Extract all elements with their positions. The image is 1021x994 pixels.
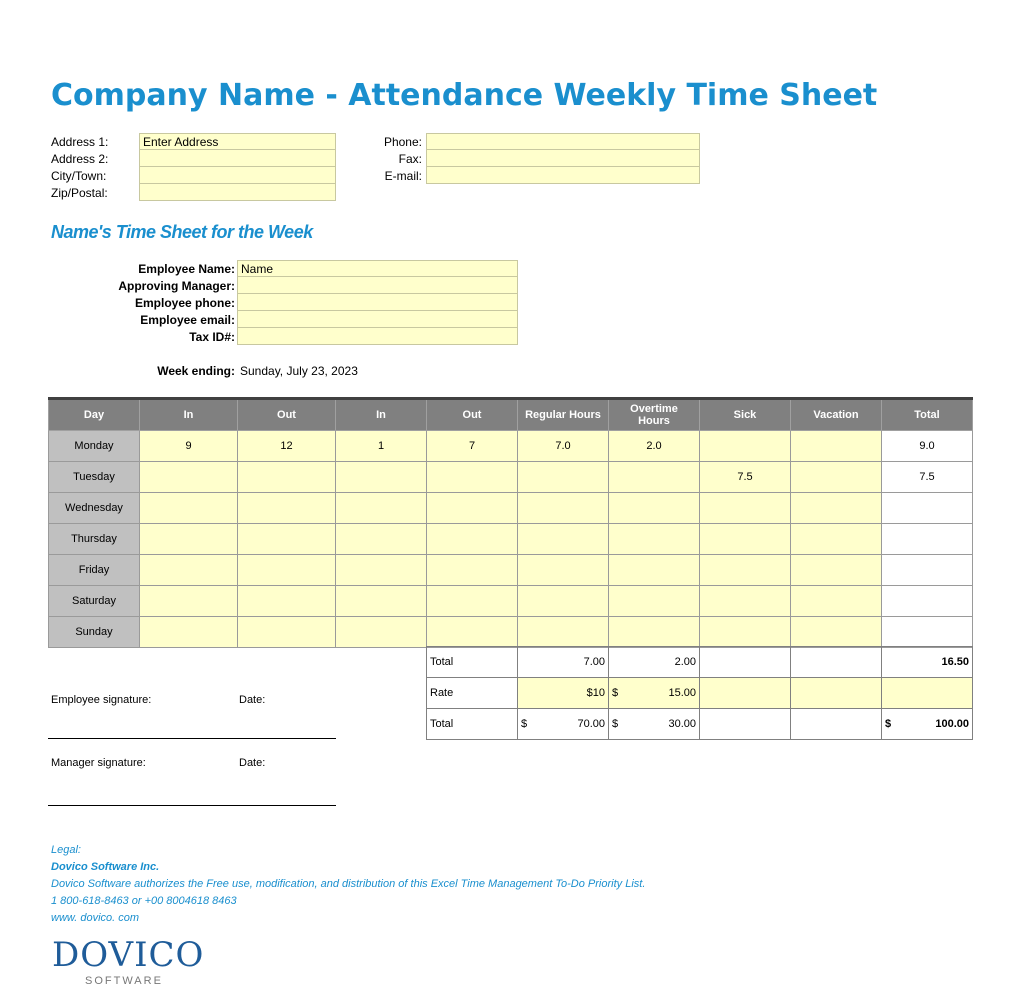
table-row	[49, 493, 973, 524]
page-title: Company Name - Attendance Weekly Time Sheet	[51, 78, 878, 113]
header-overtime-line2: Hours	[638, 415, 670, 427]
total-cell	[882, 524, 973, 555]
manager-signature-line[interactable]	[48, 805, 336, 806]
in-1-cell[interactable]	[140, 524, 238, 555]
rate-label: Rate	[427, 678, 518, 709]
sick-cell[interactable]	[700, 586, 791, 617]
in-2-cell[interactable]	[336, 586, 427, 617]
in-1-cell[interactable]	[140, 462, 238, 493]
vacation-cell[interactable]	[791, 462, 882, 493]
employee-name-label: Employee Name:	[138, 262, 235, 276]
day-cell: Monday	[49, 431, 140, 462]
total-cell	[882, 493, 973, 524]
out-1-cell[interactable]	[238, 493, 336, 524]
regular-hours-total: 7.00	[518, 647, 609, 678]
overtime-hours-cell[interactable]: 2.0	[609, 431, 700, 462]
overtime-hours-total: 2.00	[609, 647, 700, 678]
out-1-cell[interactable]	[238, 462, 336, 493]
vacation-pay	[791, 709, 882, 740]
overtime-hours-cell[interactable]	[609, 524, 700, 555]
table-row	[49, 617, 973, 648]
total-rate[interactable]	[882, 678, 973, 709]
regular-hours-cell[interactable]	[518, 462, 609, 493]
employee-date-label: Date:	[239, 694, 266, 706]
grand-pay-currency: $	[885, 718, 892, 730]
out-2-cell[interactable]	[427, 617, 518, 648]
vacation-cell[interactable]	[791, 431, 882, 462]
in-1-cell[interactable]	[140, 493, 238, 524]
day-cell: Sunday	[49, 617, 140, 648]
day-cell: Saturday	[49, 586, 140, 617]
city-field[interactable]	[139, 167, 336, 184]
in-2-cell[interactable]	[336, 524, 427, 555]
out-1-cell[interactable]	[238, 617, 336, 648]
total-cell	[882, 617, 973, 648]
out-1-cell[interactable]: 12	[238, 431, 336, 462]
header-in-1: In	[140, 399, 238, 431]
header-overtime-hours	[609, 399, 700, 431]
legal-statement: Dovico Software authorizes the Free use, modification, and distribution of this Excel Time Management To-Do Priority List.	[51, 878, 646, 890]
vacation-cell[interactable]	[791, 617, 882, 648]
manager-date-label: Date:	[239, 757, 266, 769]
in-1-cell[interactable]	[140, 586, 238, 617]
grand-pay-value: 100.00	[935, 718, 969, 730]
header-vacation: Vacation	[791, 399, 882, 431]
zip-label: Zip/Postal:	[51, 186, 108, 200]
employee-signature-label: Employee signature:	[51, 694, 152, 706]
employee-email-label: Employee email:	[140, 313, 235, 327]
address2-label: Address 2:	[51, 152, 109, 166]
out-1-cell[interactable]	[238, 555, 336, 586]
header-in-2: In	[336, 399, 427, 431]
sick-pay	[700, 709, 791, 740]
address2-field[interactable]	[139, 150, 336, 167]
employee-phone-label: Employee phone:	[134, 296, 235, 310]
vacation-total	[791, 647, 882, 678]
in-2-cell[interactable]: 1	[336, 431, 427, 462]
regular-hours-cell[interactable]	[518, 524, 609, 555]
out-2-cell[interactable]	[427, 524, 518, 555]
city-label: City/Town:	[51, 169, 107, 183]
vacation-cell[interactable]	[791, 493, 882, 524]
in-2-cell[interactable]	[336, 555, 427, 586]
summary-table	[426, 646, 973, 740]
out-2-cell[interactable]	[427, 586, 518, 617]
approving-manager-field[interactable]	[237, 277, 518, 294]
vacation-rate[interactable]	[791, 678, 882, 709]
regular-hours-cell[interactable]	[518, 555, 609, 586]
in-1-cell[interactable]	[140, 617, 238, 648]
manager-signature-label: Manager signature:	[51, 757, 146, 769]
sick-cell[interactable]	[700, 555, 791, 586]
overtime-rate-currency: $	[612, 687, 619, 699]
phone-field[interactable]	[426, 133, 700, 150]
sick-cell[interactable]	[700, 431, 791, 462]
regular-pay-value: 70.00	[577, 718, 605, 730]
legal-heading: Legal:	[51, 844, 81, 856]
week-ending-label: Week ending:	[157, 364, 235, 378]
vacation-cell[interactable]	[791, 586, 882, 617]
email-field[interactable]	[426, 167, 700, 184]
overtime-hours-cell[interactable]	[609, 462, 700, 493]
regular-pay	[518, 709, 609, 740]
sick-rate[interactable]	[700, 678, 791, 709]
employee-signature-line[interactable]	[48, 738, 336, 739]
header-total: Total	[882, 399, 973, 431]
overtime-rate-value: 15.00	[668, 687, 696, 699]
total-cell	[882, 555, 973, 586]
out-2-cell[interactable]	[427, 555, 518, 586]
day-cell: Wednesday	[49, 493, 140, 524]
out-2-cell[interactable]	[427, 493, 518, 524]
zip-field[interactable]	[139, 184, 336, 201]
employee-name-field[interactable]: Name	[237, 260, 518, 277]
approving-manager-label: Approving Manager:	[118, 279, 235, 293]
week-ending-value[interactable]: Sunday, July 23, 2023	[240, 364, 358, 378]
table-row	[49, 462, 973, 493]
in-1-cell[interactable]: 9	[140, 431, 238, 462]
total-pay-label: Total	[427, 709, 518, 740]
overtime-pay	[609, 709, 700, 740]
legal-phone: 1 800-618-8463 or +00 8004618 8463	[51, 895, 237, 907]
tax-id-field[interactable]	[237, 328, 518, 345]
sick-cell[interactable]	[700, 524, 791, 555]
address1-field[interactable]: Enter Address	[139, 133, 336, 150]
regular-hours-cell[interactable]	[518, 586, 609, 617]
vacation-cell[interactable]	[791, 555, 882, 586]
grand-hours-total: 16.50	[882, 647, 973, 678]
fax-field[interactable]	[426, 150, 700, 167]
header-regular-hours: Regular Hours	[518, 399, 609, 431]
legal-website[interactable]: www. dovico. com	[51, 912, 140, 924]
in-2-cell[interactable]	[336, 493, 427, 524]
sick-cell[interactable]: 7.5	[700, 462, 791, 493]
regular-hours-cell[interactable]	[518, 493, 609, 524]
sick-cell[interactable]	[700, 617, 791, 648]
table-row	[49, 524, 973, 555]
overtime-hours-cell[interactable]	[609, 493, 700, 524]
overtime-pay-currency: $	[612, 718, 619, 730]
header-day: Day	[49, 399, 140, 431]
tax-id-label: Tax ID#:	[189, 330, 235, 344]
total-cell	[882, 586, 973, 617]
dovico-logo-tagline: SOFTWARE	[85, 975, 163, 987]
fax-label: Fax:	[398, 152, 422, 166]
sick-cell[interactable]	[700, 493, 791, 524]
time-grid	[48, 397, 973, 648]
header-out-2: Out	[427, 399, 518, 431]
overtime-hours-cell[interactable]	[609, 555, 700, 586]
regular-hours-cell[interactable]: 7.0	[518, 431, 609, 462]
vacation-cell[interactable]	[791, 524, 882, 555]
overtime-hours-cell[interactable]	[609, 586, 700, 617]
phone-label: Phone:	[383, 135, 422, 149]
in-2-cell[interactable]	[336, 462, 427, 493]
grand-pay	[882, 709, 973, 740]
day-cell: Friday	[49, 555, 140, 586]
dovico-logo: DOVICO	[52, 935, 205, 975]
header-out-1: Out	[238, 399, 336, 431]
overtime-rate[interactable]	[609, 678, 700, 709]
total-cell: 7.5	[882, 462, 973, 493]
overtime-hours-cell[interactable]	[609, 617, 700, 648]
table-row	[49, 586, 973, 617]
header-sick: Sick	[700, 399, 791, 431]
regular-rate[interactable]: $10	[518, 678, 609, 709]
regular-hours-cell[interactable]	[518, 617, 609, 648]
out-1-cell[interactable]	[238, 586, 336, 617]
legal-company: Dovico Software Inc.	[51, 861, 160, 873]
out-2-cell[interactable]: 7	[427, 431, 518, 462]
header-overtime-line1: Overtime	[630, 403, 678, 415]
day-cell: Thursday	[49, 524, 140, 555]
email-label: E-mail:	[384, 169, 422, 183]
address1-label: Address 1:	[51, 135, 109, 149]
day-cell: Tuesday	[49, 462, 140, 493]
out-1-cell[interactable]	[238, 524, 336, 555]
timesheet-subtitle: Name's Time Sheet for the Week	[51, 222, 313, 242]
total-cell: 9.0	[882, 431, 973, 462]
regular-pay-currency: $	[521, 718, 528, 730]
out-2-cell[interactable]	[427, 462, 518, 493]
overtime-pay-value: 30.00	[668, 718, 696, 730]
in-1-cell[interactable]	[140, 555, 238, 586]
in-2-cell[interactable]	[336, 617, 427, 648]
table-row	[49, 431, 973, 462]
table-row	[49, 555, 973, 586]
total-hours-label: Total	[427, 647, 518, 678]
employee-email-field[interactable]	[237, 311, 518, 328]
employee-phone-field[interactable]	[237, 294, 518, 311]
sick-total	[700, 647, 791, 678]
